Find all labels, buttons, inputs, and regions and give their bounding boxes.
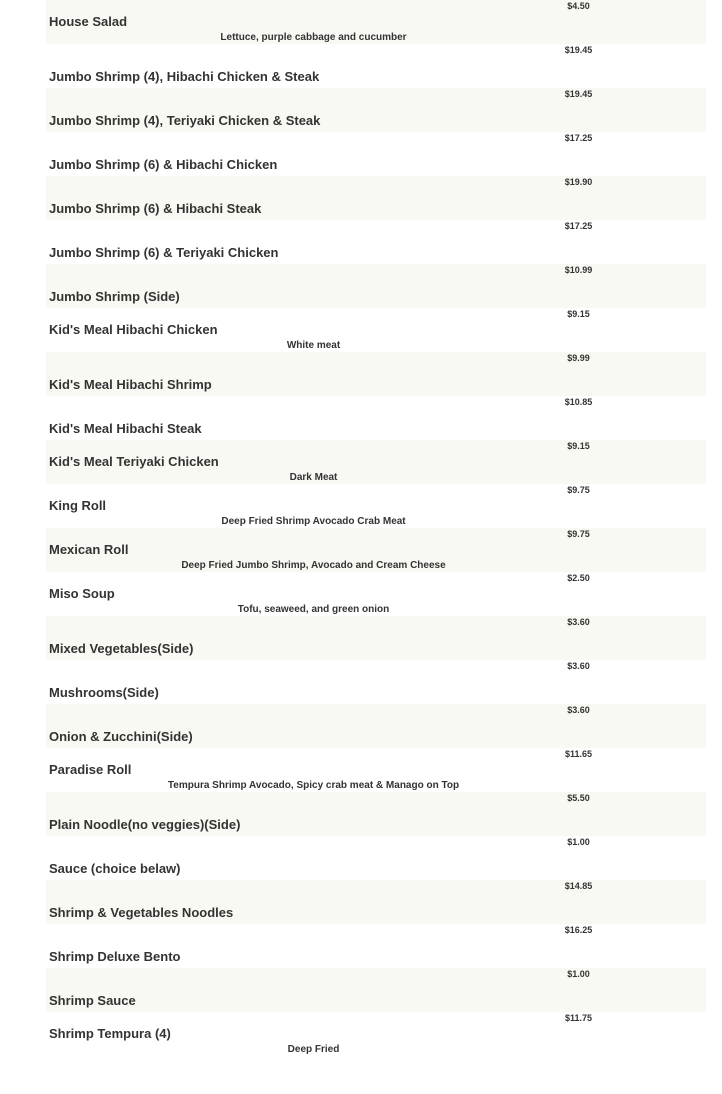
menu-item-row[interactable] [46,572,706,616]
menu-item-row[interactable] [46,660,706,704]
menu-item-description: White meat [286,340,341,351]
menu-item-price [46,793,706,804]
menu-item-price-text: $10.99 [564,265,593,275]
menu-item-name[interactable]: Kid's Meal Hibachi Shrimp [49,377,212,392]
menu-item-price [46,617,706,628]
menu-item-row[interactable] [46,968,706,1012]
menu-item-row[interactable] [46,748,706,792]
menu-item-price-text: $9.15 [567,441,590,451]
menu-item-price [46,485,706,496]
menu-item-price-text: $9.75 [567,485,590,495]
menu-item-row[interactable] [46,484,706,528]
menu-item-row[interactable] [46,44,706,88]
menu-item-price-text: $3.60 [567,661,590,671]
menu-item-row[interactable] [46,440,706,484]
menu-item-price [46,661,706,672]
menu-item-price [46,265,706,276]
menu-item-description: Deep Fried [287,1044,340,1055]
menu-item-description: Tempura Shrimp Avocado, Spicy crab meat & Manago on Top [167,780,460,791]
menu-item-price [46,309,706,320]
menu-item-row[interactable] [46,880,706,924]
menu-item-price [46,1,706,12]
menu-item-name[interactable]: Onion & Zucchini(Side) [49,729,193,744]
menu-item-row[interactable] [46,396,706,440]
menu-item-price-text: $4.50 [567,1,590,11]
menu-item-name[interactable]: Jumbo Shrimp (4), Teriyaki Chicken & Steak [49,113,321,128]
menu-item-name[interactable]: King Roll [49,498,107,513]
menu-item-name[interactable]: Miso Soup [49,586,115,601]
menu-item-row[interactable] [46,792,706,836]
menu-item-price [46,177,706,188]
menu-item-price-text: $11.75 [564,1013,593,1023]
menu-item-price [46,881,706,892]
menu-item-price-text: $9.99 [567,353,590,363]
menu-item-price [46,89,706,100]
menu-item-name[interactable]: Shrimp Deluxe Bento [49,949,181,964]
menu-item-name[interactable]: Mixed Vegetables(Side) [49,641,194,656]
menu-item-name[interactable]: Kid's Meal Teriyaki Chicken [49,454,219,469]
menu-item-price-text: $1.00 [567,969,590,979]
menu-item-description: Lettuce, purple cabbage and cucumber [220,32,407,43]
menu-item-price-text: $3.60 [567,705,590,715]
menu-item-price [46,969,706,980]
menu-item-price [46,397,706,408]
menu-item-row[interactable] [46,220,706,264]
menu-item-price [46,353,706,364]
menu-item-row[interactable] [46,0,706,44]
menu-item-row[interactable] [46,616,706,660]
menu-item-row[interactable] [46,352,706,396]
menu-item-row[interactable] [46,88,706,132]
menu-item-name[interactable]: Sauce (choice belaw) [49,861,181,876]
menu-item-price-text: $19.45 [564,89,593,99]
menu-item-name[interactable]: Jumbo Shrimp (4), Hibachi Chicken & Steak [49,69,320,84]
menu-item-price-text: $19.45 [564,45,593,55]
menu-item-row[interactable] [46,264,706,308]
menu-item-price [46,221,706,232]
menu-item-price-text: $17.25 [564,133,593,143]
menu-item-name[interactable]: Mushrooms(Side) [49,685,159,700]
menu-item-price [46,837,706,848]
menu-item-price-text: $2.50 [567,573,590,583]
menu-item-description: Dark Meat [289,472,338,483]
menu-item-row[interactable] [46,176,706,220]
menu-item-name[interactable]: Kid's Meal Hibachi Chicken [49,322,218,337]
menu-item-name[interactable]: Jumbo Shrimp (6) & Hibachi Chicken [49,157,278,172]
menu-item-price-text: $10.85 [564,397,593,407]
menu-item-price-text: $5.50 [567,793,590,803]
menu-item-name[interactable]: Jumbo Shrimp (6) & Hibachi Steak [49,201,262,216]
menu-item-price [46,133,706,144]
menu-item-description: Deep Fried Shrimp Avocado Crab Meat [221,516,406,527]
menu-item-name[interactable]: House Salad [49,14,128,29]
menu-item-row[interactable] [46,132,706,176]
menu-item-price [46,441,706,452]
menu-item-name[interactable]: Shrimp Sauce [49,993,136,1008]
menu-list [46,0,706,1056]
menu-item-row[interactable] [46,704,706,748]
menu-item-price [46,1013,706,1024]
menu-item-description: Tofu, seaweed, and green onion [237,604,390,615]
menu-item-price-text: $1.00 [567,837,590,847]
menu-item-price-text: $16.25 [564,925,593,935]
menu-item-price-text: $19.90 [564,177,593,187]
menu-item-name[interactable]: Jumbo Shrimp (Side) [49,289,180,304]
menu-item-price [46,529,706,540]
menu-item-row[interactable] [46,1012,706,1056]
menu-item-row[interactable] [46,308,706,352]
menu-item-name[interactable]: Paradise Roll [49,762,132,777]
menu-item-row[interactable] [46,924,706,968]
menu-item-name[interactable]: Mexican Roll [49,542,129,557]
menu-item-price [46,925,706,936]
menu-item-name[interactable]: Shrimp & Vegetables Noodles [49,905,234,920]
menu-item-price-text: $11.65 [564,749,593,759]
menu-item-price-text: $9.75 [567,529,590,539]
menu-item-row[interactable] [46,836,706,880]
menu-item-price [46,705,706,716]
menu-item-price-text: $17.25 [564,221,593,231]
menu-item-name[interactable]: Kid's Meal Hibachi Steak [49,421,202,436]
menu-item-price-text: $3.60 [567,617,590,627]
menu-item-description: Deep Fried Jumbo Shrimp, Avocado and Cream Cheese [181,560,446,571]
menu-item-name[interactable]: Plain Noodle(no veggies)(Side) [49,817,241,832]
menu-item-price-text: $9.15 [567,309,590,319]
menu-item-price [46,573,706,584]
menu-item-name[interactable]: Jumbo Shrimp (6) & Teriyaki Chicken [49,245,279,260]
menu-item-price [46,45,706,56]
menu-item-name[interactable]: Shrimp Tempura (4) [49,1026,171,1041]
menu-item-price-text: $14.85 [564,881,593,891]
menu-item-price [46,749,706,760]
menu-item-row[interactable] [46,528,706,572]
